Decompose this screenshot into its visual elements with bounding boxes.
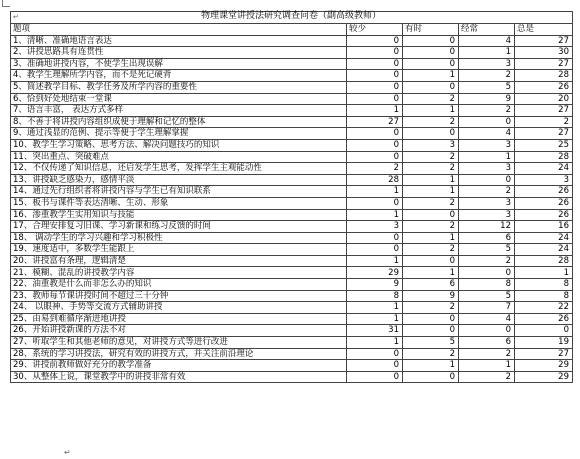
count-sometimes: 2 xyxy=(403,163,459,175)
count-rarely: 0 xyxy=(347,93,403,105)
question-text: 17、合理安排复习旧课、学习新课和练习反馈的时间 xyxy=(11,221,347,233)
count-always: 29 xyxy=(515,371,573,383)
count-sometimes: 2 xyxy=(403,244,459,256)
question-text: 21、模糊、混乱的讲授教学内容 xyxy=(11,267,347,279)
count-rarely: 0 xyxy=(347,360,403,372)
question-text: 4、教学生理解所学内容，而不是死记硬背 xyxy=(11,70,347,82)
table-row xyxy=(11,255,573,267)
count-rarely: 0 xyxy=(347,35,403,47)
count-always: 27 xyxy=(515,105,573,117)
question-text: 7、语言丰富， 表达方式多样 xyxy=(11,105,347,117)
count-sometimes: 1 xyxy=(403,267,459,279)
title-row xyxy=(11,12,573,24)
count-rarely: 1 xyxy=(347,105,403,117)
count-often: 3 xyxy=(459,197,515,209)
count-sometimes: 1 xyxy=(403,174,459,186)
table-row xyxy=(11,267,573,279)
table-row xyxy=(11,279,573,291)
question-text: 13、讲授缺乏感染力，感情平淡 xyxy=(11,174,347,186)
count-often: 2 xyxy=(459,105,515,117)
count-rarely: 0 xyxy=(347,128,403,140)
count-often: 3 xyxy=(459,58,515,70)
table-row xyxy=(11,151,573,163)
table-row xyxy=(11,313,573,325)
count-rarely: 0 xyxy=(347,151,403,163)
count-sometimes: 0 xyxy=(403,128,459,140)
count-always: 19 xyxy=(515,337,573,349)
header-item: 题项 xyxy=(11,24,347,36)
count-often: 8 xyxy=(459,279,515,291)
count-always: 27 xyxy=(515,128,573,140)
count-always: 24 xyxy=(515,232,573,244)
count-rarely: 27 xyxy=(347,116,403,128)
question-text: 24、 以眼神、手势等交流方式辅助讲授 xyxy=(11,302,347,314)
count-often: 0 xyxy=(459,116,515,128)
count-often: 5 xyxy=(459,244,515,256)
question-text: 2、讲授思路具有连贯性 xyxy=(11,47,347,59)
table-row xyxy=(11,290,573,302)
table-row xyxy=(11,360,573,372)
count-sometimes: 0 xyxy=(403,209,459,221)
survey-table xyxy=(10,11,573,383)
table-row xyxy=(11,116,573,128)
question-text: 27、听取学生和其他老师的意见，对讲授方式等进行改进 xyxy=(11,337,347,349)
count-always: 27 xyxy=(515,35,573,47)
count-sometimes: 0 xyxy=(403,371,459,383)
count-rarely: 1 xyxy=(347,337,403,349)
table-row xyxy=(11,209,573,221)
question-text: 19、速度适中，多数学生能跟上 xyxy=(11,244,347,256)
table-row xyxy=(11,70,573,82)
count-sometimes: 3 xyxy=(403,139,459,151)
question-text: 3、准确地讲授内容，不使学生出现误解 xyxy=(11,58,347,70)
table-row xyxy=(11,186,573,198)
count-always: 1 xyxy=(515,267,573,279)
count-rarely: 1 xyxy=(347,186,403,198)
count-sometimes: 2 xyxy=(403,348,459,360)
count-always: 2 xyxy=(515,116,573,128)
count-sometimes: 1 xyxy=(403,105,459,117)
count-rarely: 1 xyxy=(347,313,403,325)
count-rarely: 2 xyxy=(347,163,403,175)
table-row xyxy=(11,221,573,233)
count-often: 6 xyxy=(459,232,515,244)
count-sometimes: 1 xyxy=(403,70,459,82)
question-text: 14、通过先行组织者将讲授内容与学生已有知识联系 xyxy=(11,186,347,198)
question-text: 1、清晰、准确地语言表达 xyxy=(11,35,347,47)
count-rarely: 31 xyxy=(347,325,403,337)
count-often: 9 xyxy=(459,93,515,105)
question-text: 11、突出重点、突破难点 xyxy=(11,151,347,163)
table-row xyxy=(11,93,573,105)
table-row xyxy=(11,337,573,349)
table-row xyxy=(11,325,573,337)
count-rarely: 1 xyxy=(347,209,403,221)
table-row xyxy=(11,174,573,186)
table-row xyxy=(11,348,573,360)
count-often: 1 xyxy=(459,47,515,59)
count-sometimes: 1 xyxy=(403,232,459,244)
count-rarely: 9 xyxy=(347,279,403,291)
title-spacer-cell xyxy=(347,12,573,24)
count-often: 5 xyxy=(459,290,515,302)
count-always: 26 xyxy=(515,313,573,325)
count-often: 5 xyxy=(459,81,515,93)
count-always: 8 xyxy=(515,279,573,291)
count-always: 22 xyxy=(515,302,573,314)
count-rarely: 0 xyxy=(347,371,403,383)
count-rarely: 28 xyxy=(347,174,403,186)
survey-table-wrapper xyxy=(10,11,572,383)
count-sometimes: 5 xyxy=(403,337,459,349)
count-always: 3 xyxy=(515,174,573,186)
count-always: 20 xyxy=(515,93,573,105)
count-often: 12 xyxy=(459,221,515,233)
count-sometimes: 2 xyxy=(403,302,459,314)
count-always: 26 xyxy=(515,81,573,93)
count-always: 8 xyxy=(515,290,573,302)
count-often: 0 xyxy=(459,174,515,186)
count-sometimes: 2 xyxy=(403,197,459,209)
count-always: 0 xyxy=(515,325,573,337)
table-row xyxy=(11,371,573,383)
table-row xyxy=(11,58,573,70)
question-text: 22、油重教是什么而非怎么办的知识 xyxy=(11,279,347,291)
paragraph-end-mark: ↵ xyxy=(64,448,71,457)
table-row xyxy=(11,302,573,314)
count-always: 25 xyxy=(515,139,573,151)
count-often: 6 xyxy=(459,337,515,349)
count-often: 1 xyxy=(459,151,515,163)
question-text: 8、不善于将讲授内容组织成便于理解和记忆的整体 xyxy=(11,116,347,128)
count-often: 0 xyxy=(459,325,515,337)
count-sometimes: 2 xyxy=(403,93,459,105)
table-row xyxy=(11,197,573,209)
count-always: 28 xyxy=(515,255,573,267)
table-row xyxy=(11,81,573,93)
count-always: 29 xyxy=(515,360,573,372)
count-rarely: 0 xyxy=(347,244,403,256)
header-rarely: 较少 xyxy=(347,24,403,36)
question-text: 30、从整体上说，课堂教学中的讲授非常有效 xyxy=(11,371,347,383)
question-text: 29、讲授前教师做好充分的教学准备 xyxy=(11,360,347,372)
header-often: 经常 xyxy=(459,24,515,36)
count-always: 26 xyxy=(515,186,573,198)
table-row xyxy=(11,232,573,244)
count-rarely: 3 xyxy=(347,221,403,233)
count-often: 2 xyxy=(459,186,515,198)
count-often: 3 xyxy=(459,163,515,175)
count-rarely: 8 xyxy=(347,290,403,302)
question-text: 6、恰到好处地结束一堂课 xyxy=(11,93,347,105)
question-text: 10、教学生学习策略、思考方法、解决问题技巧的知识 xyxy=(11,139,347,151)
count-sometimes: 0 xyxy=(403,255,459,267)
question-text: 18、 调动学生的学习兴趣和学习积极性 xyxy=(11,232,347,244)
count-sometimes: 0 xyxy=(403,325,459,337)
count-rarely: 29 xyxy=(347,267,403,279)
document-title: 物理课堂讲授法研究调查问卷（副高级教师） xyxy=(200,11,381,21)
count-often: 3 xyxy=(459,209,515,221)
table-row xyxy=(11,105,573,117)
count-often: 3 xyxy=(459,139,515,151)
count-sometimes: 0 xyxy=(403,313,459,325)
count-always: 24 xyxy=(515,244,573,256)
question-text: 25、由易到难循序渐进地讲授 xyxy=(11,313,347,325)
count-rarely: 0 xyxy=(347,81,403,93)
count-always: 26 xyxy=(515,209,573,221)
count-sometimes: 2 xyxy=(403,151,459,163)
question-text: 5、简述教学目标、教学任务及所学内容的重要性 xyxy=(11,81,347,93)
count-sometimes: 0 xyxy=(403,47,459,59)
question-text: 15、板书与课件等表达清晰、生动、形象 xyxy=(11,197,347,209)
count-always: 26 xyxy=(515,197,573,209)
table-row xyxy=(11,244,573,256)
table-row xyxy=(11,35,573,47)
corner-crop-mark xyxy=(2,0,10,7)
count-always: 16 xyxy=(515,221,573,233)
count-sometimes: 0 xyxy=(403,81,459,93)
count-often: 2 xyxy=(459,255,515,267)
count-always: 28 xyxy=(515,70,573,82)
count-rarely: 0 xyxy=(347,70,403,82)
count-always: 27 xyxy=(515,348,573,360)
count-rarely: 0 xyxy=(347,232,403,244)
count-sometimes: 6 xyxy=(403,279,459,291)
header-row xyxy=(11,24,573,36)
count-often: 4 xyxy=(459,128,515,140)
table-row xyxy=(11,163,573,175)
count-always: 24 xyxy=(515,163,573,175)
count-often: 0 xyxy=(459,267,515,279)
count-sometimes: 1 xyxy=(403,186,459,198)
count-often: 4 xyxy=(459,35,515,47)
table-row xyxy=(11,128,573,140)
table-row xyxy=(11,47,573,59)
count-rarely: 0 xyxy=(347,139,403,151)
count-often: 2 xyxy=(459,371,515,383)
count-rarely: 0 xyxy=(347,197,403,209)
count-sometimes: 1 xyxy=(403,360,459,372)
title-return-cell xyxy=(11,12,347,24)
count-rarely: 0 xyxy=(347,58,403,70)
count-always: 28 xyxy=(515,151,573,163)
count-rarely: 0 xyxy=(347,348,403,360)
return-mark: ↵ xyxy=(13,13,19,21)
count-sometimes: 2 xyxy=(403,221,459,233)
question-text: 23、教师每节课讲授时间不超过三十分钟 xyxy=(11,290,347,302)
header-always: 总是 xyxy=(515,24,573,36)
count-always: 27 xyxy=(515,58,573,70)
count-often: 4 xyxy=(459,313,515,325)
count-often: 1 xyxy=(459,360,515,372)
count-rarely: 1 xyxy=(347,255,403,267)
question-text: 26、开始讲授新课的方法不对 xyxy=(11,325,347,337)
question-text: 9、通过浅显的范例、提示等便于学生理解掌握 xyxy=(11,128,347,140)
count-often: 2 xyxy=(459,348,515,360)
count-always: 30 xyxy=(515,47,573,59)
count-sometimes: 0 xyxy=(403,58,459,70)
count-sometimes: 2 xyxy=(403,116,459,128)
question-text: 16、渗重教学生实用知识与技能 xyxy=(11,209,347,221)
header-sometimes: 有时 xyxy=(403,24,459,36)
question-text: 12、不仅传递了知识信息，还启发学生思考，发挥学生主观能动性 xyxy=(11,163,347,175)
table-row xyxy=(11,139,573,151)
count-rarely: 0 xyxy=(347,47,403,59)
count-often: 7 xyxy=(459,302,515,314)
count-sometimes: 9 xyxy=(403,290,459,302)
count-rarely: 1 xyxy=(347,302,403,314)
question-text: 28、系统的学习讲授法，研究有效的讲授方式，并关注前沿理论 xyxy=(11,348,347,360)
question-text: 20、讲授富有条理，逻辑清楚 xyxy=(11,255,347,267)
count-often: 2 xyxy=(459,70,515,82)
count-sometimes: 0 xyxy=(403,35,459,47)
